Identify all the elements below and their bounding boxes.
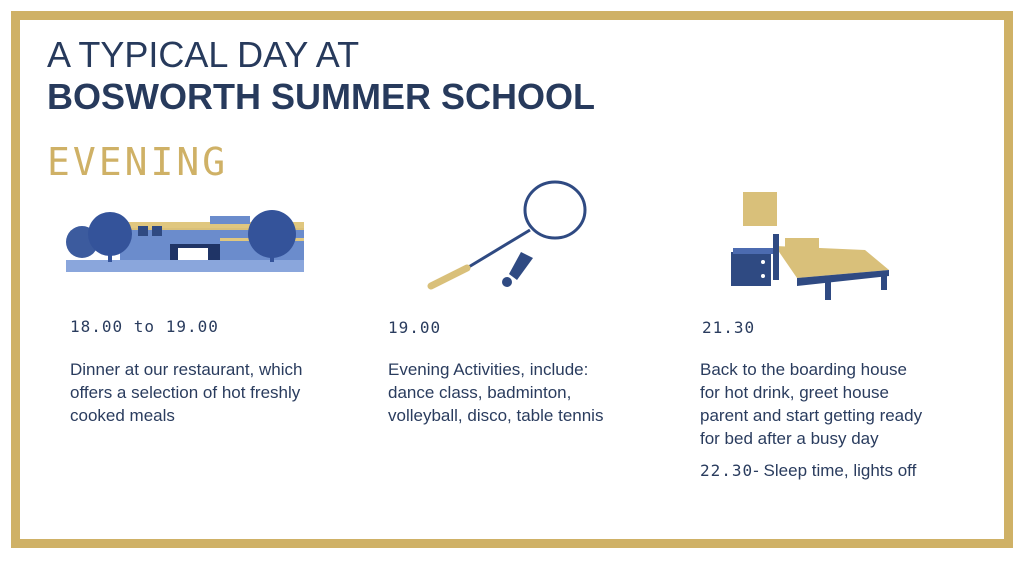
sleep-time: 22.30 [700,461,754,480]
title-line-2: BOSWORTH SUMMER SCHOOL [47,76,595,117]
time-boarding: 21.30 [702,318,756,337]
sleep-text: - Sleep time, lights off [753,461,917,480]
description-boarding: Back to the boarding house for hot drink, greet house parent and start getting ready for bed after a busy day [700,360,923,448]
section-heading: EVENING [47,140,229,184]
description-dinner: Dinner at our restaurant, which offers a selection of hot freshly cooked meals [70,360,303,425]
badminton-racket-icon [425,178,595,290]
sleep-note [700,461,916,481]
title-line-1: A TYPICAL DAY AT [47,34,360,75]
description-activities: Evening Activities, include: dance class, badminton, volleyball, disco, table tennis [388,360,604,425]
restaurant-building-icon [60,208,310,278]
bed-icon [725,190,895,302]
time-dinner: 18.00 to 19.00 [70,317,219,336]
time-activities: 19.00 [388,318,442,337]
